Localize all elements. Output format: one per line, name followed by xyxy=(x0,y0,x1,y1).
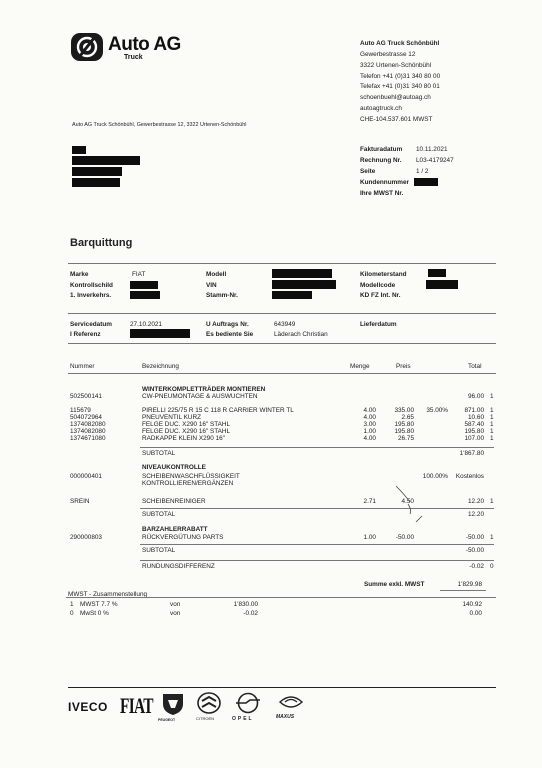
item-menge: 2.71 xyxy=(363,498,376,505)
address-line: autoagtruck.ch xyxy=(360,105,402,112)
brand-label: PEUGEOT xyxy=(158,718,176,722)
item-total: 195.80 xyxy=(464,428,484,435)
item-menge: 4.00 xyxy=(363,414,376,421)
divider xyxy=(66,597,496,598)
col-total: Total xyxy=(468,363,482,370)
brand-maxus xyxy=(276,692,308,726)
mwst-row-betrag: 140.92 xyxy=(462,601,482,608)
address-line: schoenbuehl@autoag.ch xyxy=(360,94,431,101)
item-bez: KONTROLLIEREN/ERGÄNZEN xyxy=(142,480,234,487)
item-c: 1 xyxy=(490,498,494,505)
label-inverkehrs: 1. Inverkehrs. xyxy=(70,292,112,299)
divider xyxy=(140,544,494,545)
item-total: 12.20 xyxy=(468,511,484,518)
item-nr: 290000803 xyxy=(70,534,102,541)
item-preis: 195.80 xyxy=(394,428,414,435)
item-nr: 504072964 xyxy=(70,414,102,421)
item-total: 871.00 xyxy=(464,407,484,414)
value-marke: FIAT xyxy=(132,271,146,278)
logo-sub-text: Truck xyxy=(124,54,143,61)
mwst-row-basis: -0.02 xyxy=(243,610,258,617)
meta-value-seite: 1 / 2 xyxy=(416,168,429,175)
item-bez: BARZAHLERRABATT xyxy=(142,526,208,533)
meta-label-fakturadatum: Fakturadatum xyxy=(360,146,403,153)
item-total: -0.02 xyxy=(469,563,484,570)
redaction xyxy=(72,156,140,165)
item-total: 1'867.80 xyxy=(459,450,484,457)
redaction xyxy=(426,280,458,289)
item-bez: RUNDUNGSDIFFERENZ xyxy=(142,563,215,570)
item-total: 10.60 xyxy=(468,414,484,421)
redaction xyxy=(130,281,158,289)
redaction xyxy=(72,146,86,154)
mwst-row-von: von xyxy=(170,601,181,608)
divider xyxy=(140,560,494,561)
item-c: 1 xyxy=(490,435,494,442)
label-modell: Modell xyxy=(206,271,227,278)
item-nr: 502500141 xyxy=(70,393,102,400)
mwst-row-von: von xyxy=(170,610,181,617)
meta-label-kundennummer: Kundennummer xyxy=(360,179,409,186)
brand-fiat: FIAT xyxy=(120,693,153,718)
item-nr: SREIN xyxy=(70,498,90,505)
redaction xyxy=(130,329,190,338)
value-auftrag: 643949 xyxy=(274,321,296,328)
divider xyxy=(440,590,486,591)
item-menge: 3.00 xyxy=(363,421,376,428)
label-kilometerstand: Kilometerstand xyxy=(360,271,407,278)
address-line: Telefon +41 (0)31 340 80 00 xyxy=(360,73,441,80)
brand-label: CITROËN xyxy=(196,716,214,721)
col-preis: Preis xyxy=(396,363,411,370)
item-total: -50.00 xyxy=(465,547,484,554)
label-stamm: Stamm-Nr. xyxy=(206,292,238,299)
item-total: 587.40 xyxy=(464,421,484,428)
label-modellcode: Modellcode xyxy=(360,282,396,289)
meta-value-fakturadatum: 10.11.2021 xyxy=(416,146,448,153)
item-bez: NIVEAUKONTROLLE xyxy=(142,464,206,471)
label-kontrollschild: Kontrollschild xyxy=(70,282,113,289)
sender-line: Auto AG Truck Schönbühl, Gewerbestrasse 12, 3322 Urtenen-Schönbühl xyxy=(72,122,247,128)
label-auftrag: U Auftrags Nr. xyxy=(206,321,249,328)
meta-label-seite: Seite xyxy=(360,168,376,175)
item-c: 1 xyxy=(490,428,494,435)
item-bez: SCHEIBENWASCHFLÜSSIGKEIT xyxy=(142,473,240,480)
redaction xyxy=(272,269,332,278)
document-title: Barquittung xyxy=(70,237,133,249)
item-bez: WINTERKOMPLETTRÄDER MONTIEREN xyxy=(142,386,266,393)
label-marke: Marke xyxy=(70,271,89,278)
item-preis: 335.00 xyxy=(394,407,414,414)
label-kd-fz: KD FZ Int. Nr. xyxy=(360,292,401,299)
opel-blitz-icon xyxy=(234,692,262,714)
item-bez: SUBTOTAL xyxy=(142,450,176,457)
meta-label-rechnung: Rechnung Nr. xyxy=(360,157,402,164)
item-nr: 000000401 xyxy=(70,473,102,480)
peugeot-shield-icon xyxy=(160,692,186,716)
label-vin: VIN xyxy=(206,282,217,289)
brand-opel xyxy=(234,692,266,726)
label-bedient: Es bediente Sie xyxy=(206,331,254,338)
mwst-row-betrag: 0.00 xyxy=(469,610,482,617)
maxus-emblem-icon xyxy=(276,692,306,712)
item-preis: 26.75 xyxy=(398,435,414,442)
address-line: Telefax +41 (0)31 340 80 01 xyxy=(360,83,440,90)
redaction xyxy=(272,280,336,289)
item-nr: 1374082080 xyxy=(70,428,106,435)
item-c: 1 xyxy=(490,393,494,400)
mwst-title: MWST - Zusammenstellung xyxy=(68,591,148,598)
item-nr: 1374671080 xyxy=(70,435,106,442)
address-line: CHE-104.537.601 MWST xyxy=(360,116,433,123)
item-nr: 115679 xyxy=(70,407,91,414)
divider xyxy=(68,373,496,374)
auto-ag-logo-icon xyxy=(68,32,106,62)
item-preis: 4.50 xyxy=(401,498,414,505)
item-bez: SUBTOTAL xyxy=(142,511,176,518)
mwst-row-basis: 1'830.00 xyxy=(233,601,258,608)
item-preis: -50.00 xyxy=(395,534,414,541)
item-bez: SUBTOTAL xyxy=(142,547,176,554)
item-preis: 2.65 xyxy=(401,414,414,421)
redaction xyxy=(272,291,312,299)
item-bez: CW-PNEUMONTAGE & AUSWUCHTEN xyxy=(142,393,258,400)
summe-label: Summe exkl. MWST xyxy=(364,581,425,588)
item-menge: 1.00 xyxy=(363,428,376,435)
redaction xyxy=(72,178,120,187)
divider xyxy=(68,343,496,344)
item-total: 12.20 xyxy=(468,498,484,505)
divider xyxy=(140,508,494,509)
item-c: 0 xyxy=(490,563,494,570)
item-bez: FELGE DUC. X290 16" STAHL xyxy=(142,421,231,428)
item-bez: FELGE DUC. X290 16" STAHL xyxy=(142,428,231,435)
brand-iveco: IVECO xyxy=(68,700,108,714)
item-bez: SCHEIBENREINIGER xyxy=(142,498,206,505)
divider xyxy=(68,263,496,264)
redaction xyxy=(72,167,122,176)
address-line: 3322 Urtenen-Schönbühl xyxy=(360,62,432,69)
item-rabatt: 35.00% xyxy=(426,407,448,414)
value-servicedatum: 27.10.2021 xyxy=(130,321,162,328)
value-bedient: Läderach Christian xyxy=(274,331,328,338)
brand-label: MAXUS xyxy=(276,714,295,720)
item-menge: 4.00 xyxy=(363,435,376,442)
meta-label-mwst-nr: Ihre MWST Nr. xyxy=(360,190,404,197)
redaction xyxy=(414,178,438,186)
item-menge: 1.00 xyxy=(363,534,376,541)
address-line: Gewerbestrasse 12 xyxy=(360,51,416,58)
item-c: 1 xyxy=(490,407,494,414)
summe-value: 1'829.98 xyxy=(457,581,482,588)
col-bezeichnung: Bezeichnung xyxy=(142,363,179,370)
footer-rule xyxy=(68,687,496,688)
mwst-row-name: MWST 7.7 % xyxy=(80,601,118,608)
item-menge: 4.00 xyxy=(363,407,376,414)
item-bez: PNEUVENTIL KURZ xyxy=(142,414,202,421)
item-bez: RADKAPPE KLEIN X290 16" xyxy=(142,435,225,442)
brand-peugeot xyxy=(160,692,190,726)
mwst-row-n: 1 xyxy=(70,601,74,608)
label-ireferenz: I Referenz xyxy=(70,331,101,338)
handwritten-check-marks xyxy=(392,484,432,530)
divider xyxy=(68,313,496,314)
address-line: Auto AG Truck Schönbühl xyxy=(360,40,440,47)
item-total: Kostenlos xyxy=(455,473,484,480)
item-c: 1 xyxy=(490,534,494,541)
item-bez: PIRELLI 225/75 R 15 C 118 R CARRIER WINTER TL xyxy=(142,407,294,414)
company-logo xyxy=(68,32,196,66)
label-lieferdatum: Lieferdatum xyxy=(360,321,397,328)
col-menge: Menge xyxy=(350,363,370,370)
mwst-row-name: MwSt 0 % xyxy=(80,610,109,617)
mwst-row-n: 0 xyxy=(70,610,74,617)
col-nummer: Nummer xyxy=(70,363,95,370)
logo-main-text: Auto AG xyxy=(108,34,181,55)
item-c: 1 xyxy=(490,414,494,421)
item-total: 107.00 xyxy=(464,435,484,442)
brand-citroen xyxy=(196,692,226,726)
item-preis: 195.80 xyxy=(394,421,414,428)
redaction xyxy=(428,269,446,277)
item-rabatt: 100.00% xyxy=(422,473,448,480)
item-nr: 1374082080 xyxy=(70,421,106,428)
meta-value-rechnung: L03-4179247 xyxy=(416,157,454,164)
item-c: 1 xyxy=(490,421,494,428)
brand-label: OPEL xyxy=(232,716,254,722)
citroen-chevrons-icon xyxy=(196,692,222,714)
item-total: -50.00 xyxy=(465,534,484,541)
divider xyxy=(140,447,494,448)
item-bez: RÜCKVERGÜTUNG PARTS xyxy=(142,534,224,541)
label-servicedatum: Servicedatum xyxy=(70,321,112,328)
item-total: 96.00 xyxy=(468,393,484,400)
redaction xyxy=(130,291,160,299)
